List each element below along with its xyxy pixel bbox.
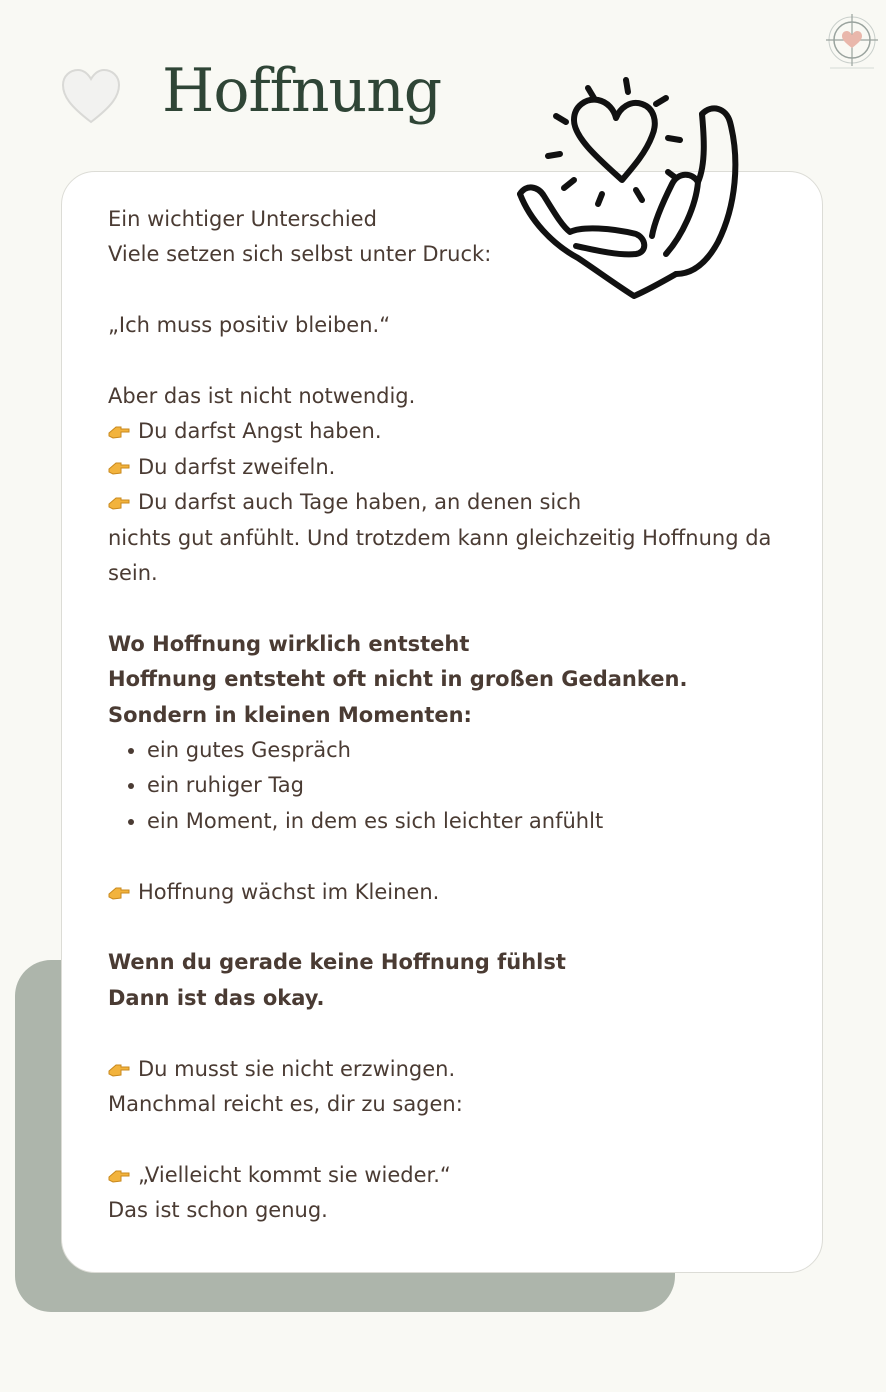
pointer-text: Du darfst Angst haben.: [138, 419, 382, 444]
pointing-hand-icon: [108, 495, 130, 511]
page-title: Hoffnung: [162, 56, 442, 126]
pointer-item: [108, 875, 798, 910]
pointer-item: [108, 414, 798, 449]
pointing-hand-icon: [108, 460, 130, 476]
body-line: nichts gut anfühlt. Und trotzdem kann gleichzeitig Hoffnung da sein.: [108, 525, 772, 586]
body-line: Das ist schon genug.: [108, 1198, 328, 1223]
section-heading: [108, 662, 798, 697]
section-heading: [108, 698, 798, 733]
heading-text: Hoffnung entsteht oft nicht in großen Gedanken.: [108, 667, 688, 692]
pointer-item: [108, 450, 798, 485]
heading-text: Dann ist das okay.: [108, 985, 325, 1010]
spacer: [108, 1122, 798, 1157]
section-heading: [108, 627, 798, 662]
pointing-hand-icon: [108, 1168, 130, 1184]
heading-text: Wo Hoffnung wirklich entsteht: [108, 631, 470, 656]
pointer-item: [108, 1052, 798, 1087]
intro-heading: Ein wichtiger Unterschied: [108, 207, 377, 231]
spacer: [108, 839, 798, 874]
white-heart-icon: [60, 66, 122, 128]
quote-line: „Ich muss positiv bleiben.“: [108, 313, 391, 338]
pointer-text: Du darfst zweifeln.: [138, 454, 336, 479]
pointer-text: Du darfst auch Tage haben, an denen sich: [138, 490, 582, 515]
pointer-item: [108, 485, 798, 520]
spacer: [108, 273, 798, 308]
section-heading: [108, 945, 798, 980]
compass-heart-logo: [824, 12, 880, 70]
pointing-hand-icon: [108, 885, 130, 901]
body-line: Aber das ist nicht notwendig.: [108, 384, 416, 408]
pointer-item: [108, 1158, 798, 1193]
intro-line: Viele setzen sich selbst unter Druck:: [108, 242, 492, 267]
heading-text: Wenn du gerade keine Hoffnung fühlst: [108, 950, 566, 975]
pointing-hand-icon: [108, 1062, 130, 1078]
pointer-text: „Vielleicht kommt sie wieder.“: [138, 1162, 451, 1187]
pointer-text: Du musst sie nicht erzwingen.: [138, 1056, 456, 1081]
body-line: Manchmal reicht es, dir zu sagen:: [108, 1092, 463, 1117]
pointing-hand-icon: [108, 424, 130, 440]
list-item: • ein ruhiger Tag: [147, 768, 798, 803]
pointer-text: Hoffnung wächst im Kleinen.: [138, 879, 440, 904]
heading-text: Sondern in kleinen Momenten:: [108, 702, 472, 727]
spacer: [108, 344, 798, 379]
list-item: • ein Moment, in dem es sich leichter anfühlt: [147, 804, 798, 839]
spacer: [108, 591, 798, 626]
spacer: [108, 910, 798, 945]
list-item: • ein gutes Gespräch: [147, 733, 798, 768]
section-heading: [108, 981, 798, 1016]
spacer: [108, 1016, 798, 1051]
moments-list: [108, 733, 798, 839]
card-content: [108, 202, 798, 1229]
